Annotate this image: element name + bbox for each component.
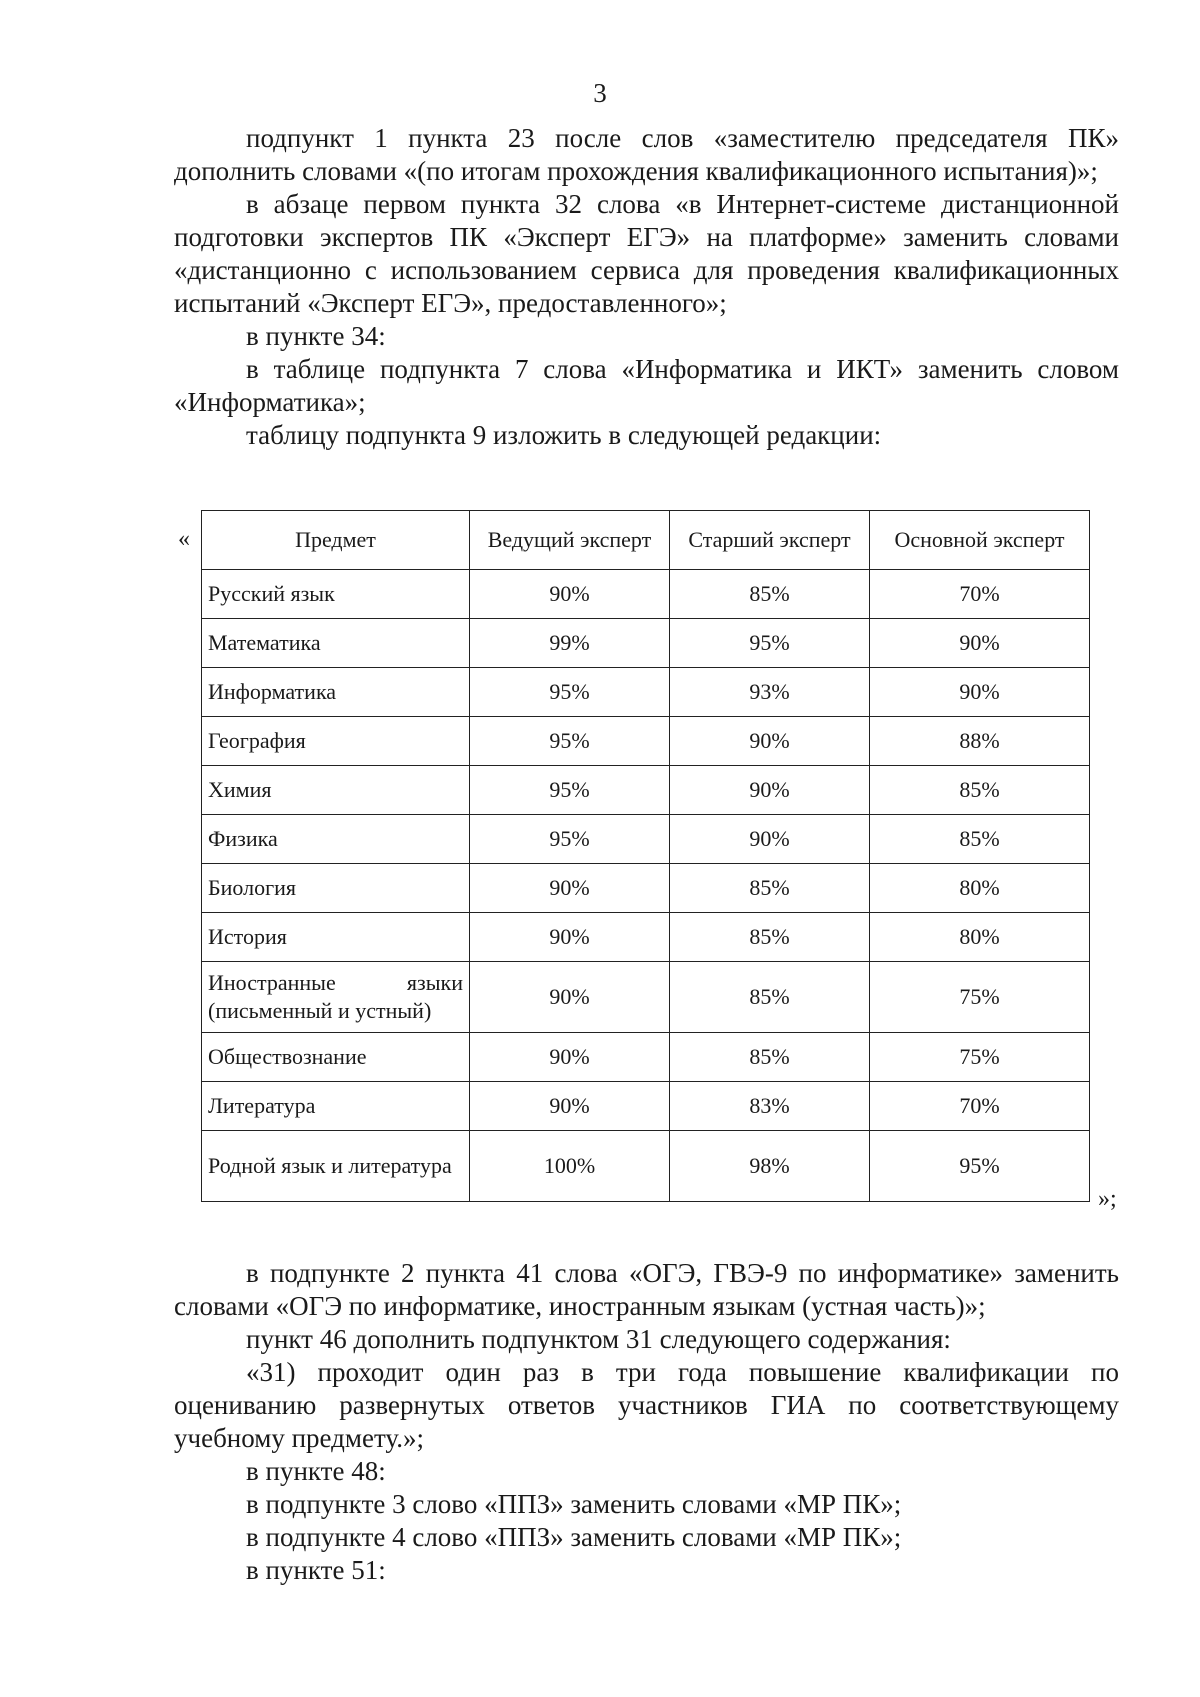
paragraph: в пункте 48: <box>246 1456 386 1486</box>
table-close-quote: »; <box>1098 1186 1117 1212</box>
senior-expert-cell: 83% <box>670 1082 870 1131</box>
paragraph: в пункте 34: <box>246 321 386 351</box>
table-row <box>202 1131 1090 1202</box>
subject-cell: Биология <box>202 864 470 913</box>
paragraph: «31) проходит один раз в три года повышение квалификации по оцениванию развернутых ответов участников ГИА по соответствующему учебному предмету.»; <box>174 1357 1119 1453</box>
lead-expert-cell: 99% <box>470 619 670 668</box>
paragraph: в подпункте 2 пункта 41 слова «ОГЭ, ГВЭ-9 по информатике» заменить словами «ОГЭ по информатике, иностранным языкам (устная часть)»; <box>174 1258 1119 1321</box>
main-expert-cell: 85% <box>870 815 1090 864</box>
senior-expert-cell: 95% <box>670 619 870 668</box>
main-expert-cell: 90% <box>870 619 1090 668</box>
thresholds-table <box>201 510 1090 1202</box>
subject-cell: Русский язык <box>202 570 470 619</box>
table-row <box>202 1033 1090 1082</box>
table-row <box>202 619 1090 668</box>
paragraph: в абзаце первом пункта 32 слова «в Интернет-системе дистанционной подготовки экспертов ПК «Эксперт ЕГЭ» на платформе» заменить словами «дистанционно с использованием сервиса для проведения квалификационных испытаний «Эксперт ЕГЭ», предоставленного»; <box>174 189 1119 318</box>
subject-cell: Математика <box>202 619 470 668</box>
lead-expert-cell: 90% <box>470 570 670 619</box>
bottom-text-block <box>174 1257 1119 1587</box>
table-open-quote: « <box>178 526 190 552</box>
table-row <box>202 913 1090 962</box>
main-expert-cell: 75% <box>870 1033 1090 1082</box>
table-row <box>202 668 1090 717</box>
table-row <box>202 864 1090 913</box>
lead-expert-cell: 90% <box>470 913 670 962</box>
main-expert-cell: 80% <box>870 913 1090 962</box>
senior-expert-cell: 85% <box>670 570 870 619</box>
senior-expert-cell: 90% <box>670 766 870 815</box>
lead-expert-cell: 95% <box>470 668 670 717</box>
senior-expert-cell: 85% <box>670 962 870 1033</box>
paragraph: в таблице подпункта 7 слова «Информатика и ИКТ» заменить словом «Информатика»; <box>174 354 1119 417</box>
senior-expert-cell: 85% <box>670 1033 870 1082</box>
header-lead-expert: Ведущий эксперт <box>470 511 670 570</box>
paragraph: таблицу подпункта 9 изложить в следующей редакции: <box>246 420 882 450</box>
main-expert-cell: 70% <box>870 1082 1090 1131</box>
subject-cell: Родной язык и литература <box>202 1131 470 1202</box>
subject-cell: География <box>202 717 470 766</box>
header-senior-expert: Старший эксперт <box>670 511 870 570</box>
lead-expert-cell: 95% <box>470 766 670 815</box>
table-row <box>202 815 1090 864</box>
table-row <box>202 962 1090 1033</box>
subject-cell: Обществознание <box>202 1033 470 1082</box>
paragraph: в подпункте 4 слово «ППЗ» заменить словами «МР ПК»; <box>246 1522 902 1552</box>
main-expert-cell: 75% <box>870 962 1090 1033</box>
table-header-row <box>202 511 1090 570</box>
subject-cell: Информатика <box>202 668 470 717</box>
subject-cell: История <box>202 913 470 962</box>
lead-expert-cell: 90% <box>470 1033 670 1082</box>
lead-expert-cell: 90% <box>470 962 670 1033</box>
subject-cell: Иностранные языки (письменный и устный) <box>202 962 470 1033</box>
main-expert-cell: 80% <box>870 864 1090 913</box>
main-expert-cell: 70% <box>870 570 1090 619</box>
main-expert-cell: 88% <box>870 717 1090 766</box>
subject-cell: Физика <box>202 815 470 864</box>
senior-expert-cell: 85% <box>670 864 870 913</box>
paragraph: в подпункте 3 слово «ППЗ» заменить словами «МР ПК»; <box>246 1489 902 1519</box>
page-number: 3 <box>593 78 607 108</box>
table-row <box>202 570 1090 619</box>
lead-expert-cell: 90% <box>470 1082 670 1131</box>
paragraph: пункт 46 дополнить подпунктом 31 следующего содержания: <box>246 1324 951 1354</box>
paragraph: в пункте 51: <box>246 1555 386 1585</box>
table-row <box>202 1082 1090 1131</box>
main-expert-cell: 95% <box>870 1131 1090 1202</box>
top-text-block <box>174 122 1119 452</box>
senior-expert-cell: 90% <box>670 815 870 864</box>
main-expert-cell: 85% <box>870 766 1090 815</box>
header-main-expert: Основной эксперт <box>870 511 1090 570</box>
paragraph: подпункт 1 пункта 23 после слов «заместителю председателя ПК» дополнить словами «(по итогам прохождения квалификационного испытания)»; <box>174 123 1119 186</box>
subject-cell: Химия <box>202 766 470 815</box>
table-row <box>202 717 1090 766</box>
senior-expert-cell: 93% <box>670 668 870 717</box>
lead-expert-cell: 95% <box>470 815 670 864</box>
lead-expert-cell: 90% <box>470 864 670 913</box>
lead-expert-cell: 95% <box>470 717 670 766</box>
senior-expert-cell: 90% <box>670 717 870 766</box>
senior-expert-cell: 85% <box>670 913 870 962</box>
header-subject: Предмет <box>202 511 470 570</box>
senior-expert-cell: 98% <box>670 1131 870 1202</box>
table-row <box>202 766 1090 815</box>
subject-cell: Литература <box>202 1082 470 1131</box>
lead-expert-cell: 100% <box>470 1131 670 1202</box>
main-expert-cell: 90% <box>870 668 1090 717</box>
